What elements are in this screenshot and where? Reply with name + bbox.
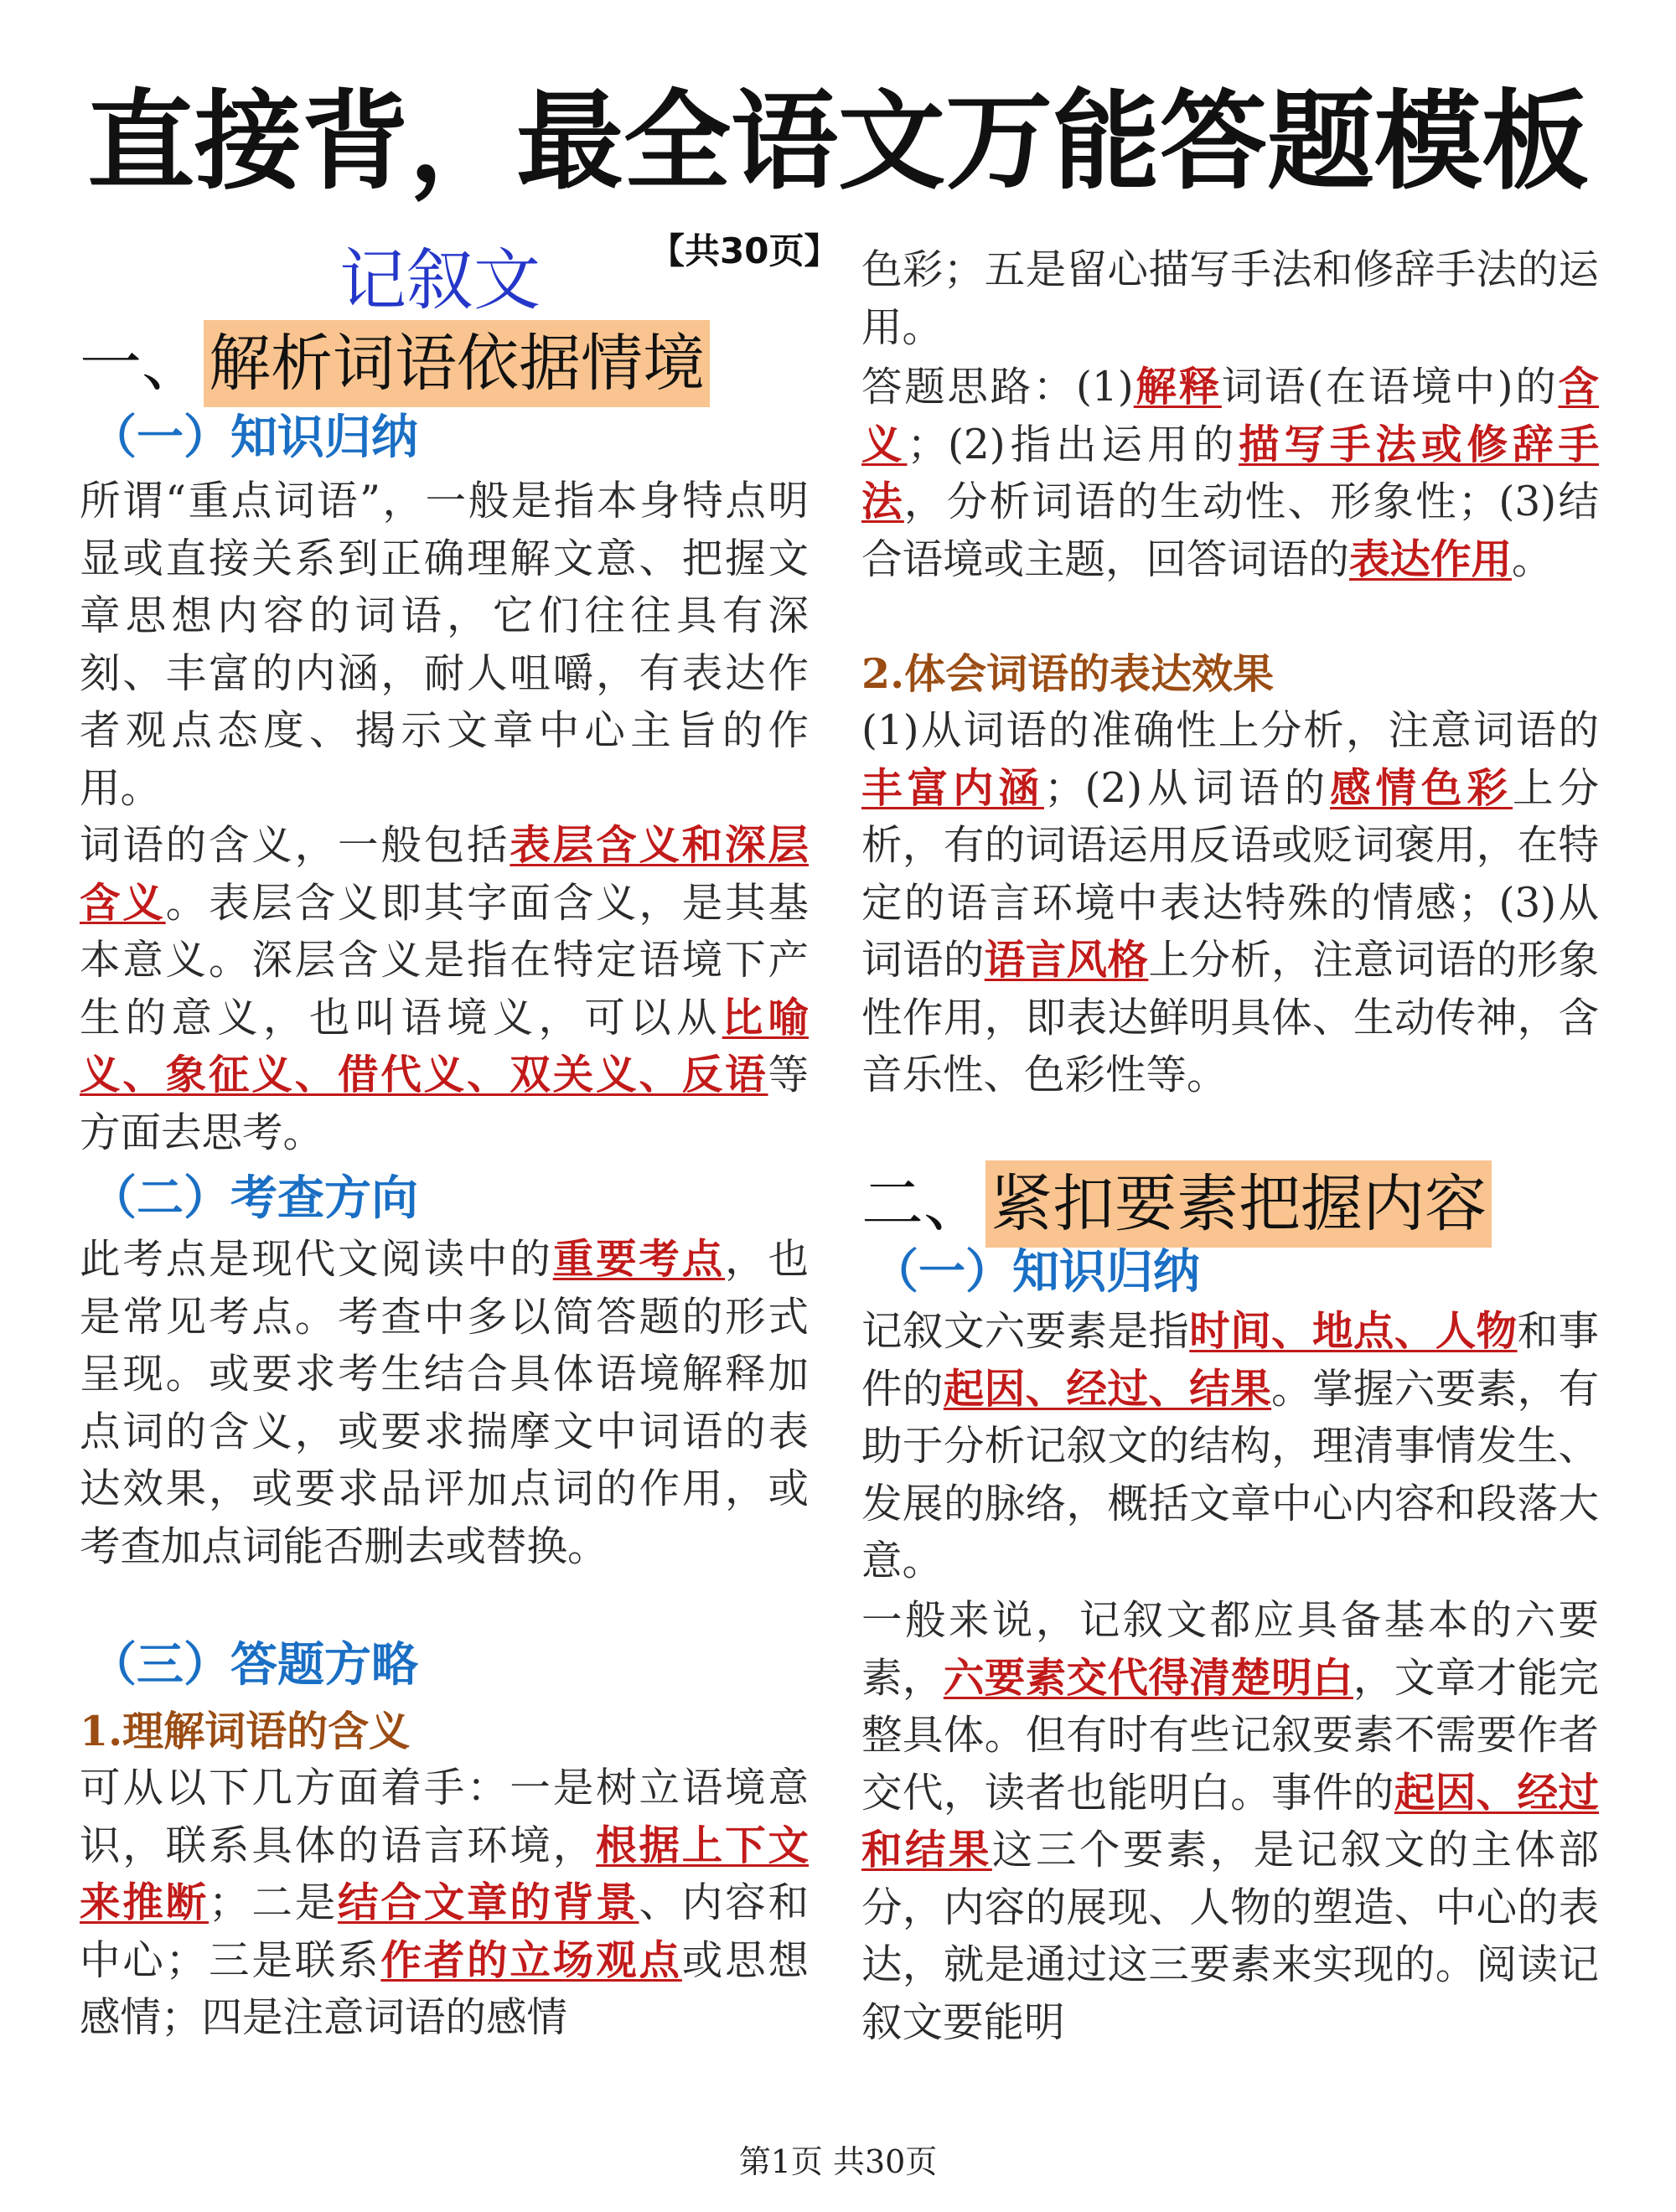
paragraph-exam-direction — [80, 1231, 809, 1575]
subheading-exam-direction: （二）考查方向 — [90, 1171, 418, 1226]
paragraph-expression-effect — [861, 702, 1599, 1104]
section-title-highlight: 解析词语依据情境 — [204, 320, 710, 407]
text-run: ；(2)从词语的 — [1043, 764, 1331, 812]
text-run: 上分析，有的词语运用反语或贬词褒用，在特定的语言环境中表达特殊的情感；(3)从词语的 — [861, 764, 1599, 984]
section-number: 一、 — [80, 328, 204, 400]
key-phrase: 结合文章的背景 — [338, 1879, 639, 1926]
step-heading-1: 1.理解词语的含义 — [80, 1707, 411, 1755]
subheading-strategy: （三）答题方略 — [90, 1638, 418, 1693]
paragraph-six-elements — [861, 1303, 1599, 1590]
subheading-knowledge-2: （一）知识归纳 — [872, 1245, 1200, 1300]
page-count-tag: 【共30页】 — [649, 230, 840, 271]
subheading-knowledge: （一）知识归纳 — [90, 411, 418, 465]
key-phrase: 含义 — [861, 363, 1599, 468]
key-phrase: 解释 — [1133, 363, 1222, 411]
key-phrase: 表达作用 — [1349, 535, 1513, 583]
text-run: 词语的含义，一般包括 — [80, 822, 510, 869]
text-run: ；(2)指出运用的 — [907, 421, 1239, 468]
paragraph-six-elements-detail — [861, 1592, 1599, 2051]
key-phrase: 起因、经过和结果 — [861, 1768, 1599, 1873]
paragraph-answer-approach — [861, 359, 1599, 588]
text-run: 一般来说，记叙文都应具备基本的六要素， — [861, 1597, 1599, 1702]
text-run: 、内容和中心；三是联系 — [80, 1879, 809, 1984]
section-number: 二、 — [861, 1168, 985, 1240]
text-run: 可从以下几方面着手：一是树立语境意识，联系具体的语言环境， — [80, 1765, 809, 1869]
key-phrase: 感情色彩 — [1330, 763, 1513, 812]
text-run: ，文章才能完整具体。但有时有些记叙要素不需要作者交代，读者也能明白。事件的 — [861, 1654, 1599, 1817]
section-title-highlight: 紧扣要素把握内容 — [985, 1160, 1492, 1248]
section-heading-2 — [861, 1160, 1492, 1248]
paragraph-word-meaning — [80, 817, 809, 1161]
text-run: 等方面去思考。 — [80, 1052, 809, 1156]
text-run: 。掌握六要素，有助于分析记叙文的结构，理清事情发生、发展的脉络，概括文章中心内容和段落大意。 — [861, 1365, 1599, 1584]
key-phrase: 重要考点 — [552, 1235, 726, 1283]
text-run: 。表层含义即其字面含义，是其基本意义。深层含义是指在特定语境下产生的意义，也叫语境义，可以从 — [80, 879, 809, 1041]
page-title: 直接背，最全语文万能答题模板 — [86, 80, 1589, 204]
text-run: 或思想感情；四是注意词语的感情 — [80, 1936, 809, 2041]
key-phrase: 描写手法或修辞手法 — [861, 420, 1599, 525]
paragraph-strategy — [80, 1760, 809, 2047]
page-footer: 第1页 共30页 — [738, 2143, 938, 2180]
key-phrase: 表层含义和深层含义 — [80, 821, 809, 927]
text-run: 此考点是现代文阅读中的 — [80, 1236, 553, 1283]
text-run: 和事件的 — [861, 1308, 1599, 1413]
step-heading-2: 2.体会词语的表达效果 — [861, 649, 1275, 698]
text-run: 上分析，注意词语的形象性作用，即表达鲜明具体、生动传神，含音乐性、色彩性等。 — [861, 937, 1599, 1098]
key-phrase: 时间、地点、人物 — [1189, 1307, 1518, 1355]
key-phrase: 起因、经过、结果 — [943, 1364, 1272, 1413]
paragraph-continued: 色彩；五是留心描写手法和修辞手法的运用。 — [861, 246, 1599, 351]
text-run: ，分析词语的生动性、形象性；(3)结合语境或主题，回答词语的 — [861, 478, 1599, 583]
key-phrase: 作者的立场观点 — [380, 1936, 682, 1984]
key-phrase: 根据上下文来推断 — [80, 1821, 809, 1926]
text-run: 记叙文六要素是指 — [861, 1308, 1190, 1355]
text-run: ；二是 — [209, 1879, 339, 1926]
text-run: 答题思路：(1) — [861, 364, 1134, 411]
key-phrase: 语言风格 — [984, 936, 1149, 984]
key-phrase: 丰富内涵 — [861, 763, 1044, 812]
key-phrase: 六要素交代得清楚明白 — [943, 1653, 1353, 1702]
text-run: (1)从词语的准确性上分析，注意词语的 — [861, 707, 1599, 754]
section-heading-1 — [80, 320, 710, 407]
text-run: 。 — [1512, 535, 1553, 583]
paragraph-definition: 所谓“重点词语”，一般是指本身特点明显或直接关系到正确理解文意、把握文章思想内容的词语，它们往往具有深刻、丰富的内涵，耐人咀嚼，有表达作者观点态度、揭示文章中心主旨的作用。 — [80, 478, 809, 812]
key-phrase: 比喻义、象征义、借代义、双关义、反语 — [80, 993, 809, 1098]
text-run: 词语(在语境中)的 — [1221, 364, 1559, 411]
text-run: ，也是常见考点。考查中多以简答题的形式呈现。或要求考生结合具体语境解释加点词的含义，或要求揣摩文中词语的表达效果，或要求品评加点词的作用，或考查加点词能否删去或替换。 — [80, 1236, 809, 1570]
genre-heading: 记叙文 — [339, 241, 541, 319]
text-run: 这三个要素，是记叙文的主体部分，内容的展现、人物的塑造、中心的表达，就是通过这三要素来实现的。阅读记叙文要能明 — [861, 1827, 1599, 2046]
